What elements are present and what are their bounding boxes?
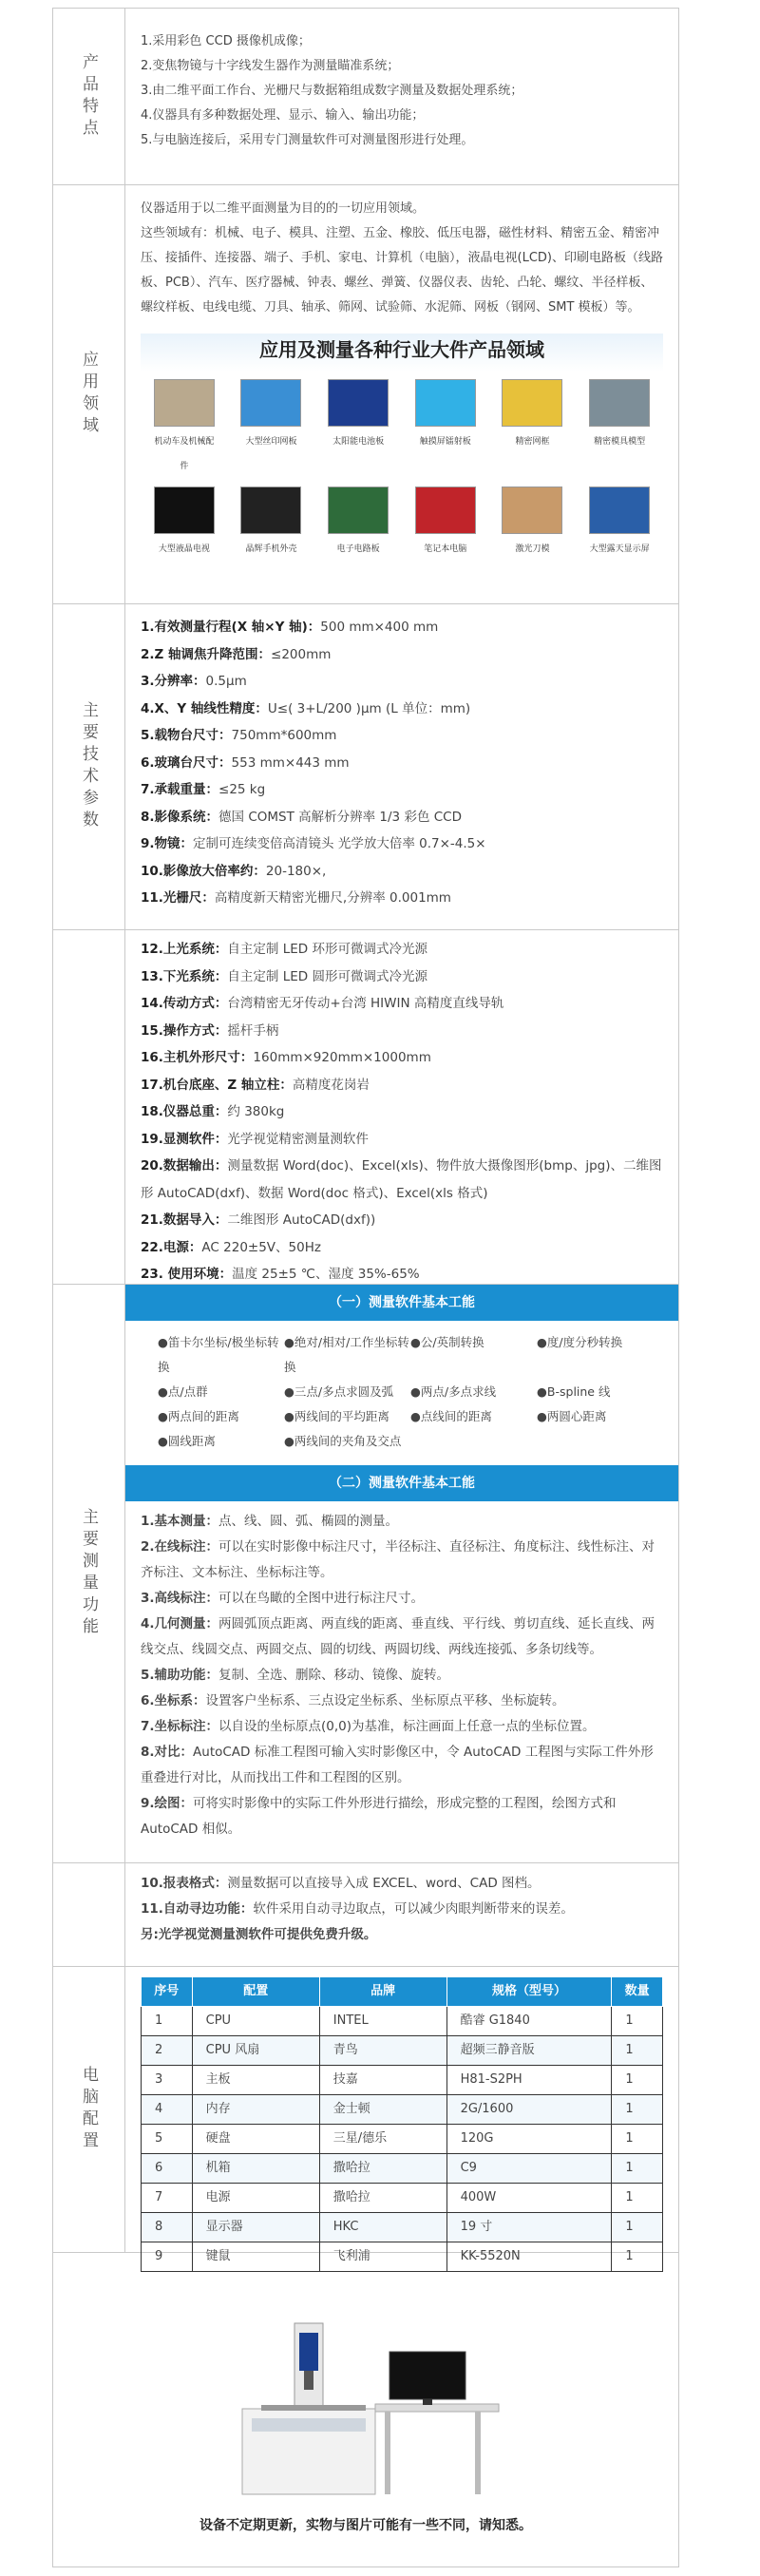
product-tile: 大型丝印网板 (238, 379, 303, 479)
function-grid (141, 1321, 663, 1465)
function-item: 9.绘图：可将实时影像中的实际工件外形进行描绘，形成完整的工程图，绘图方式和 AutoCAD 相似。 (141, 1796, 617, 1837)
table-cell: 1 (612, 2125, 663, 2154)
feature-line: 2.变焦物镜与十字线发生器作为测量瞄准系统； (141, 59, 400, 73)
function-bullet: ●笛卡尔坐标/极坐标转换 (158, 1335, 279, 1374)
table-cell: C9 (446, 2154, 612, 2184)
spec-item: 23. 使用环境：温度 25±5 ℃、湿度 35%-65% (141, 1267, 420, 1282)
table-cell: KK-5520N (446, 2242, 612, 2272)
table-cell: 撒哈拉 (319, 2184, 446, 2213)
application-label: 应用领域 (79, 351, 98, 438)
table-cell: 电源 (192, 2184, 319, 2213)
table-cell: 2G/1600 (446, 2095, 612, 2125)
table-cell: 3 (142, 2066, 193, 2095)
product-tile: 精密网框 (500, 379, 564, 479)
function-bullet: ●两线间的平均距离 (284, 1409, 390, 1423)
application-body: 这些领域有：机械、电子、模具、注塑、五金、橡胶、低压电器，磁性材料、精密五金、精密冲压、接插件、连接器、端子、手机、家电、计算机（电脑），液晶电视(LCD)、印刷电路板（线路板、PCB）、汽车、医疗器械、钟表、螺丝、弹簧、仪器仪表、齿轮、凸轮、螺纹、半径样板、螺纹样板、电线电缆、刀具、轴承、筛网、试验筛、水泥筛、网板（钢网、SMT 模板）等。 (141, 226, 663, 315)
table-cell: H81-S2PH (446, 2066, 612, 2095)
spec-item: 5.载物台尺寸：750mm*600mm (141, 728, 337, 743)
features-section (52, 8, 679, 184)
product-tile: 太阳能电池板 (326, 379, 390, 479)
table-cell: 400W (446, 2184, 612, 2213)
function-bullet: ●点线间的距离 (410, 1409, 492, 1423)
table-cell: 1 (612, 2184, 663, 2213)
function-bullet: ●度/度分秒转换 (537, 1335, 623, 1349)
table-cell: 青鸟 (319, 2036, 446, 2066)
function-item: 7.坐标标注：以自设的坐标原点(0,0)为基准，标注画面上任意一点的坐标位置。 (141, 1719, 596, 1734)
function-bullet: ●两点间的距离 (158, 1409, 239, 1423)
lcd-tv-image (154, 487, 215, 534)
table-cell: 技嘉 (319, 2066, 446, 2095)
function-item: 6.坐标系：设置客户坐标系、三点设定坐标系、坐标原点平移、坐标旋转。 (141, 1693, 565, 1708)
config-table (141, 1976, 663, 2272)
upgrade-note: 另:光学视觉测量测软件可提供免费升级。 (141, 1927, 377, 1942)
application-section (52, 184, 679, 603)
function-bullet: ●两圆心距离 (537, 1409, 607, 1423)
spec-item: 15.操作方式：摇杆手柄 (141, 1022, 279, 1039)
table-cell: INTEL (319, 2007, 446, 2036)
spec-item: 7.承载重量：≤25 kg (141, 782, 266, 797)
specs-section (52, 603, 679, 929)
table-cell: 金士顿 (319, 2095, 446, 2125)
table-cell: 2 (142, 2036, 193, 2066)
table-row (142, 2007, 663, 2036)
table-cell: CPU 风扇 (192, 2036, 319, 2066)
table-cell: 1 (612, 2154, 663, 2184)
spec-item: 20.数据输出：测量数据 Word(doc)、Excel(xls)、物件放大摄像图形(bmp、jpg)、二维图形 AutoCAD(dxf)、数据 Word(doc 格式)、Excel(xls 格式) (141, 1158, 662, 1201)
table-row (142, 2036, 663, 2066)
feature-line: 4.仪器具有多种数据处理、显示、输入、输出功能； (141, 108, 425, 123)
table-cell: 酷睿 G1840 (446, 2007, 612, 2036)
table-row (142, 2125, 663, 2154)
table-cell: 8 (142, 2213, 193, 2242)
photo-caption: 设备不定期更新，实物与图片可能有一些不同，请知悉。 (200, 2518, 532, 2533)
product-tile: 大型液晶电视 (152, 487, 217, 562)
table-cell: 19 寸 (446, 2213, 612, 2242)
function-item: 10.报表格式：测量数据可以直接导入成 EXCEL、word、CAD 图档。 (141, 1876, 541, 1891)
product-tile: 激光刀模 (500, 487, 564, 562)
function-bullet: ●两线间的夹角及交点 (284, 1434, 402, 1448)
mold-image (589, 379, 650, 427)
function-bullet: ●公/英制转换 (410, 1335, 484, 1349)
table-row (142, 2066, 663, 2095)
table-cell: 主板 (192, 2066, 319, 2095)
industry-banner (141, 334, 663, 562)
table-cell: 内存 (192, 2095, 319, 2125)
software-bar-2: （二）测量软件基本工能 (125, 1465, 678, 1501)
product-tile: 触摸屏镭射板 (413, 379, 478, 479)
software-continued (52, 1862, 679, 1966)
table-cell: 1 (142, 2007, 193, 2036)
table-header: 配置 (192, 1977, 319, 2007)
function-item: 11.自动寻边功能：软件采用自动寻边取点，可以减少肉眼判断带来的误差。 (141, 1901, 574, 1917)
spec-item: 3.分辨率：0.5μm (141, 674, 247, 689)
feature-line: 3.由二维平面工作台、光栅尺与数据箱组成数字测量及数据处理系统； (141, 84, 523, 98)
table-row (142, 2154, 663, 2184)
table-row (142, 2095, 663, 2125)
table-header: 序号 (142, 1977, 193, 2007)
spec-item: 10.影像放大倍率约：20-180×, (141, 863, 327, 879)
precision-frame-image (502, 379, 562, 427)
function-bullet: ●三点/多点求圆及弧 (284, 1384, 394, 1399)
spec-item: 18.仪器总重：约 380kg (141, 1104, 285, 1119)
table-row (142, 2184, 663, 2213)
table-cell: 9 (142, 2242, 193, 2272)
function-item: 4.几何测量：两圆弧顶点距离、两直线的距离、垂直线、平行线、剪切直线、延长直线、两线交点、线圆交点、两圆交点、圆的切线、两圆切线、两线连接弧、多条切线等。 (141, 1616, 656, 1657)
table-cell: 1 (612, 2036, 663, 2066)
software-bar-1: （一）测量软件基本工能 (125, 1285, 678, 1321)
table-cell: 超频三静音版 (446, 2036, 612, 2066)
photo-section (52, 2252, 679, 2567)
spec-item: 2.Z 轴调焦升降范围：≤200mm (141, 646, 332, 662)
spec-item: 4.X、Y 轴线性精度：U≤( 3+L/200 )μm (L 单位：mm) (141, 700, 471, 716)
table-cell: 键鼠 (192, 2242, 319, 2272)
spec-item: 14.传动方式：台湾精密无牙传动+台湾 HIWIN 高精度直线导轨 (141, 996, 504, 1011)
table-cell: 1 (612, 2066, 663, 2095)
function-item: 8.对比：AutoCAD 标准工程图可输入实时影像区中，令 AutoCAD 工程图与实际工件外形重叠进行对比，从而找出工件和工程图的区别。 (141, 1745, 654, 1785)
feature-line: 1.采用彩色 CCD 摄像机成像； (141, 34, 311, 48)
product-tile: 精密模具模型 (587, 379, 652, 479)
software-section (52, 1284, 679, 1862)
table-cell: 机箱 (192, 2154, 319, 2184)
function-item: 3.高线标注：可以在鸟瞰的全图中进行标注尺寸。 (141, 1591, 425, 1606)
touch-screen-image (415, 379, 476, 427)
table-cell: 1 (612, 2095, 663, 2125)
table-header-row (142, 1977, 663, 2007)
laser-die-image (502, 487, 562, 534)
function-bullet: ●圆线距离 (158, 1434, 216, 1448)
spec-item: 22.电源：AC 220±5V、50Hz (141, 1239, 321, 1255)
feature-line: 5.与电脑连接后，采用专门测量软件可对测量图形进行处理。 (141, 133, 474, 147)
table-header: 数量 (612, 1977, 663, 2007)
table-cell: 硬盘 (192, 2125, 319, 2154)
spec-item: 13.下光系统：自主定制 LED 圆形可微调式冷光源 (141, 968, 428, 984)
function-item: 2.在线标注：可以在实时影像中标注尺寸，半径标注、直径标注、角度标注、线性标注、对齐标注、文本标注、坐标标注等。 (141, 1539, 656, 1580)
function-bullet (537, 1429, 663, 1454)
table-cell: 4 (142, 2095, 193, 2125)
table-cell: 7 (142, 2184, 193, 2213)
spec-item: 1.有效测量行程(X 轴×Y 轴)：500 mm×400 mm (141, 620, 439, 635)
table-cell: 撒哈拉 (319, 2154, 446, 2184)
spec-item: 8.影像系统：德国 COMST 高解析分辨率 1/3 彩色 CCD (141, 809, 462, 825)
product-tile: 大型露天显示屏 (587, 487, 652, 562)
table-header: 规格（型号） (446, 1977, 612, 2007)
function-bullet: ●B-spline 线 (537, 1384, 611, 1399)
table-cell: 6 (142, 2154, 193, 2184)
table-cell: 飞利浦 (319, 2242, 446, 2272)
screen-plate-image (240, 379, 301, 427)
table-cell: 1 (612, 2007, 663, 2036)
laptop-image (415, 487, 476, 534)
table-cell: 三星/德乐 (319, 2125, 446, 2154)
computer-label: 电脑配置 (79, 2066, 98, 2153)
banner-title: 应用及测量各种行业大件产品领域 (141, 334, 663, 372)
function-bullet: ●点/点群 (158, 1384, 208, 1399)
spec-sheet (52, 8, 679, 2567)
circuit-board-image (328, 487, 389, 534)
solar-panel-image (328, 379, 389, 427)
phone-case-image (240, 487, 301, 534)
table-cell: 120G (446, 2125, 612, 2154)
table-cell: 1 (612, 2242, 663, 2272)
gasket-image (154, 379, 215, 427)
table-cell: 5 (142, 2125, 193, 2154)
vmm-machine-image (223, 2314, 508, 2504)
product-tile: 电子电路板 (326, 487, 390, 562)
spec-item: 21.数据导入：二维图形 AutoCAD(dxf)) (141, 1212, 376, 1228)
spec-item: 17.机台底座、Z 轴立柱：高精度花岗岩 (141, 1077, 370, 1093)
function-bullet: ●两点/多点求线 (410, 1384, 497, 1399)
table-cell: HKC (319, 2213, 446, 2242)
table-cell: 显示器 (192, 2213, 319, 2242)
product-tile: 晶辉手机外壳 (238, 487, 303, 562)
table-cell: CPU (192, 2007, 319, 2036)
outdoor-display-image (589, 487, 650, 534)
specs-continued (52, 929, 679, 1284)
application-intro: 仪器适用于以二维平面测量为目的的一切应用领域。 (141, 201, 426, 216)
function-item: 1.基本测量：点、线、圆、弧、椭圆的测量。 (141, 1514, 399, 1529)
product-tile: 笔记本电脑 (413, 487, 478, 562)
table-cell: 1 (612, 2213, 663, 2242)
spec-item: 6.玻璃台尺寸：553 mm×443 mm (141, 754, 350, 771)
spec-item: 19.显测软件：光学视觉精密测量测软件 (141, 1131, 369, 1147)
table-row (142, 2213, 663, 2242)
spec-item: 12.上光系统：自主定制 LED 环形可微调式冷光源 (141, 942, 428, 957)
specs-label: 主要技术参数 (79, 701, 98, 832)
spec-item: 9.物镜：定制可连续变倍高清镜头 光学放大倍率 0.7×-4.5× (141, 836, 486, 851)
spec-item: 11.光栅尺：高精度新天精密光栅尺,分辨率 0.001mm (141, 890, 451, 906)
function-bullet (410, 1429, 537, 1454)
features-label: 产品特点 (79, 52, 98, 141)
function-item: 5.辅助功能：复制、全选、删除、移动、镜像、旋转。 (141, 1668, 450, 1683)
product-tile: 机动车及机械配件 (152, 379, 217, 479)
software-label: 主要测量功能 (79, 1508, 98, 1639)
table-header: 品牌 (319, 1977, 446, 2007)
computer-section (52, 1966, 679, 2263)
function-bullet: ●绝对/相对/工作坐标转换 (284, 1335, 409, 1374)
spec-item: 16.主机外形尺寸：160mm×920mm×1000mm (141, 1050, 431, 1065)
